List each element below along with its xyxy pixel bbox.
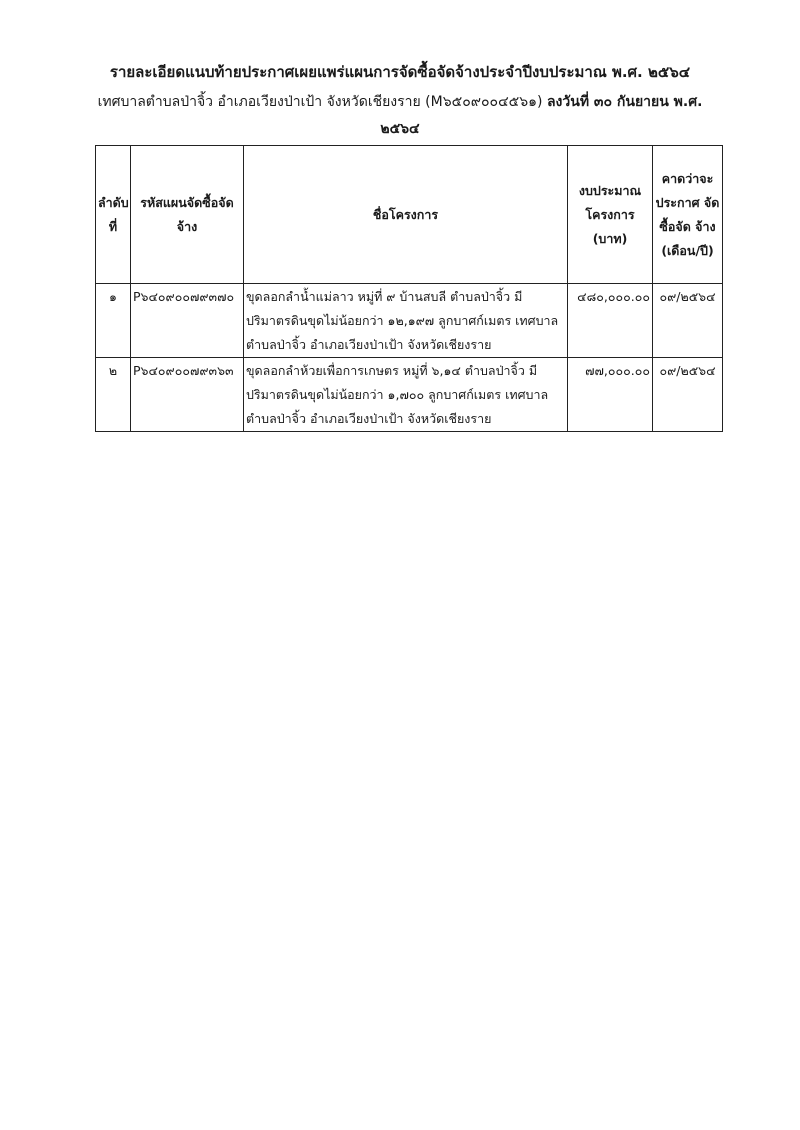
- row-project-name: ขุดลอกลำห้วยเพื่อการเกษตร หมู่ที่ ๖,๑๔ ตำบลป่าจิ้ว มีปริมาตรดินขุดไม่น้อยกว่า ๑,๗๐๐ ลูกบาศก์เมตร เทศบาลตำบลป่าจิ้ว อำเภอเวียงป่าเป้า จังหวัดเชียงราย: [244, 358, 568, 432]
- table-header-row: [96, 146, 723, 284]
- subtitle-year: ๒๕๖๔: [380, 121, 420, 137]
- document-subtitle: [60, 91, 740, 113]
- table-row: [96, 284, 723, 358]
- row-announce-month: ๐๙/๒๕๖๔: [653, 358, 723, 432]
- document-title: รายละเอียดแนบท้ายประกาศเผยแพร่แผนการจัดซื้อจัดจ้างประจำปีงบประมาณ พ.ศ. ๒๕๖๔: [109, 63, 691, 81]
- table-row: [96, 358, 723, 432]
- row-plan-code: P๖๔๐๙๐๐๗๙๓๗๐: [131, 284, 244, 358]
- header-budget: งบประมาณ โครงการ (บาท): [568, 146, 653, 284]
- row-order: ๑: [96, 284, 131, 358]
- row-order: ๒: [96, 358, 131, 432]
- procurement-plan-table: [95, 145, 723, 432]
- header-announce-month: คาดว่าจะ ประกาศ จัดซื้อจัด จ้าง (เดือน/ปี): [653, 146, 723, 284]
- header-plan-code: รหัสแผนจัดซื้อจัด จ้าง: [131, 146, 244, 284]
- row-project-name: ขุดลอกลำน้ำแม่ลาว หมู่ที่ ๙ บ้านสบลี ตำบลป่าจิ้ว มีปริมาตรดินขุดไม่น้อยกว่า ๑๒,๑๙๗ ลูกบาศก์เมตร เทศบาลตำบลป่าจิ้ว อำเภอเวียงป่าเป้า จังหวัดเชียงราย: [244, 284, 568, 358]
- row-budget: ๔๘๐,๐๐๐.๐๐: [568, 284, 653, 358]
- row-budget: ๗๗,๐๐๐.๐๐: [568, 358, 653, 432]
- header-project-name: ชื่อโครงการ: [244, 146, 568, 284]
- subtitle-organization: เทศบาลตำบลป่าจิ้ว อำเภอเวียงป่าเป้า จังหวัดเชียงราย (M๖๕๐๙๐๐๔๕๖๑): [97, 94, 543, 110]
- row-plan-code: P๖๔๐๙๐๐๗๙๓๖๓: [131, 358, 244, 432]
- subtitle-date: ลงวันที่ ๓๐ กันยายน พ.ศ.: [546, 94, 703, 110]
- header-order: ลำดับ ที่: [96, 146, 131, 284]
- row-announce-month: ๐๙/๒๕๖๔: [653, 284, 723, 358]
